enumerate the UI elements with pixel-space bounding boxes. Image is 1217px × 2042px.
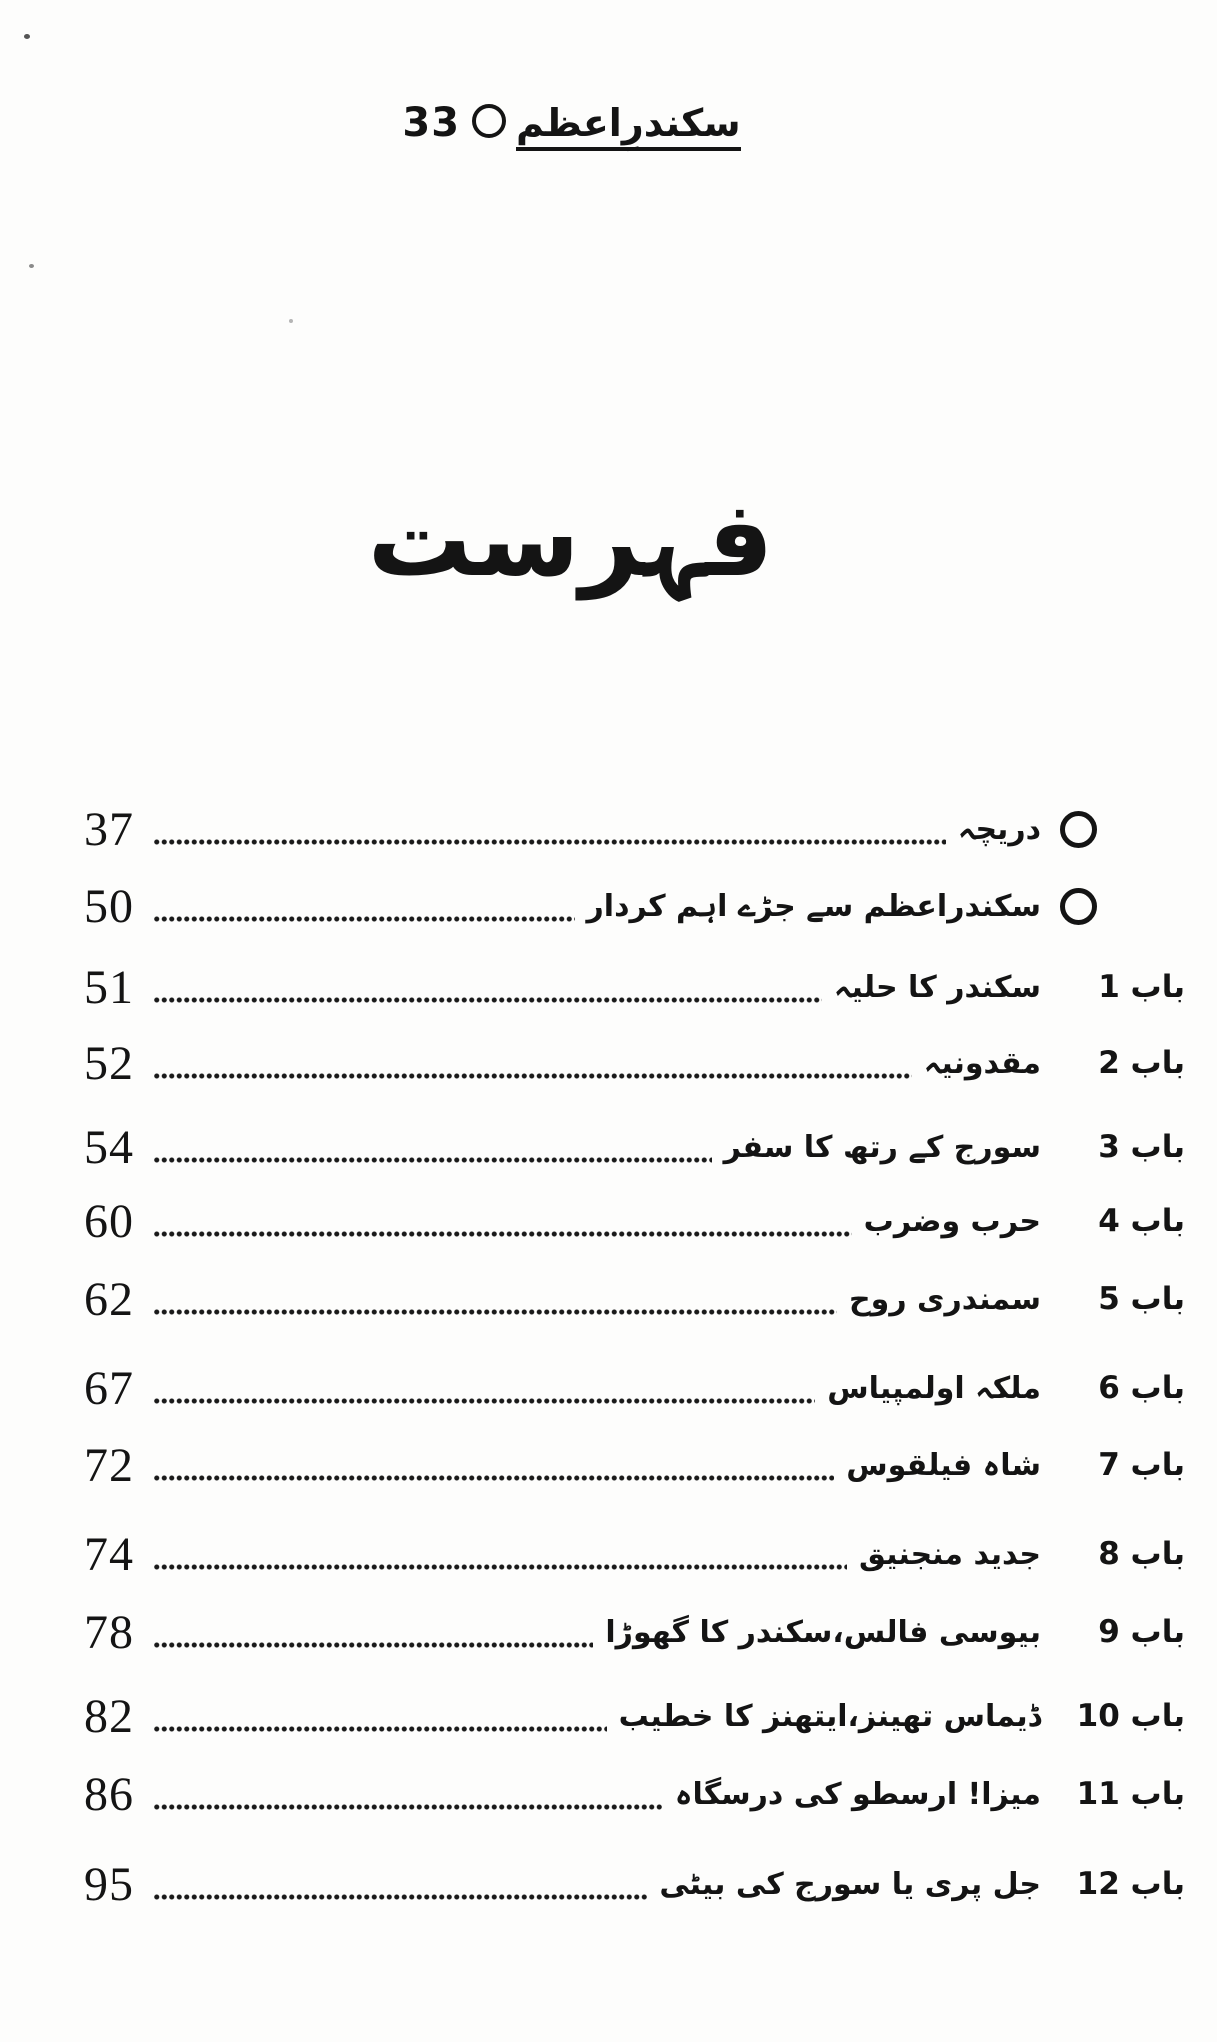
toc-row: [62, 1031, 1185, 1095]
toc-page-number: 52: [84, 1036, 134, 1090]
dotted-leader: [152, 874, 575, 938]
toc-page-number: 60: [84, 1194, 134, 1248]
toc-chapter-cell: [1047, 1370, 1185, 1406]
toc-page-number: 95: [84, 1857, 134, 1911]
book-title: سکندرِاعظم: [516, 102, 741, 151]
toc-page-number: 74: [84, 1527, 134, 1581]
dotted-leader: [152, 955, 822, 1019]
toc-chapter-cell: [1047, 1281, 1185, 1317]
toc-row: [62, 1356, 1185, 1420]
toc-entry-title: بیوسی فالس،سکندر کا گھوڑا: [605, 1614, 1041, 1650]
toc-entry-title: میزا! ارسطو کی درسگاہ: [674, 1776, 1041, 1812]
toc-row: [62, 1433, 1185, 1497]
toc-entry-title: مقدونیہ: [923, 1045, 1041, 1081]
toc-chapter-label: باب 5: [1098, 1281, 1185, 1317]
toc-chapter-cell: [1047, 1129, 1185, 1165]
toc-entry-title: شاہ فیلقوس: [846, 1447, 1041, 1483]
dotted-leader: [152, 1600, 593, 1664]
toc-page-number: 54: [84, 1120, 134, 1174]
toc-chapter-cell: [1047, 1203, 1185, 1239]
toc-page-number: 86: [84, 1767, 134, 1821]
toc-row: [62, 1762, 1185, 1826]
chapter-circle-marker-icon: [1060, 888, 1097, 925]
toc-chapter-cell: [1047, 1866, 1185, 1902]
toc-row: [62, 1600, 1185, 1664]
toc-entry-title: سکندراعظم سے جڑے اہم کردار: [586, 888, 1041, 924]
toc-page-number: 51: [84, 960, 134, 1014]
toc-chapter-cell: [1047, 888, 1185, 925]
toc-chapter-label: باب 10: [1076, 1698, 1185, 1734]
page-number: 33: [402, 100, 461, 146]
dotted-leader: [152, 797, 946, 861]
toc-chapter-label: باب 8: [1098, 1536, 1185, 1572]
toc-page-number: 37: [84, 802, 134, 856]
toc-row: [62, 797, 1185, 861]
toc-row: [62, 1684, 1185, 1748]
toc-chapter-label: باب 9: [1098, 1614, 1185, 1650]
toc-entry-title: جل پری یا سورج کی بیٹی: [659, 1866, 1041, 1902]
scan-speck: [29, 264, 34, 268]
toc-row: [62, 874, 1185, 938]
toc-chapter-cell: [1047, 811, 1185, 848]
dotted-leader: [152, 1267, 837, 1331]
toc-chapter-label: باب 12: [1076, 1866, 1185, 1902]
running-header: [0, 100, 1143, 151]
toc-page-number: 82: [84, 1689, 134, 1743]
toc-row: [62, 1267, 1185, 1331]
toc-page-number: 78: [84, 1605, 134, 1659]
circle-separator-icon: [472, 104, 506, 138]
toc-chapter-cell: [1047, 1447, 1185, 1483]
toc-row: [62, 1522, 1185, 1586]
toc-chapter-cell: [1047, 1045, 1185, 1081]
dotted-leader: [152, 1356, 815, 1420]
section-title-fehrist: فہرست: [367, 478, 774, 600]
toc-chapter-label: باب 6: [1098, 1370, 1185, 1406]
toc-entry-title: ڈیماس تھینز،ایتھنز کا خطیب: [618, 1698, 1041, 1734]
toc-row: [62, 1852, 1185, 1916]
toc-chapter-label: باب 11: [1076, 1776, 1185, 1812]
dotted-leader: [152, 1031, 912, 1095]
toc-entry-title: سورج کے رتھ کا سفر: [723, 1129, 1041, 1165]
dotted-leader: [152, 1852, 647, 1916]
scan-speck: [24, 34, 30, 39]
toc-chapter-label: باب 7: [1098, 1447, 1185, 1483]
toc-chapter-cell: [1047, 1776, 1185, 1812]
toc-chapter-cell: [1047, 969, 1185, 1005]
toc-entry-title: سمندری روح: [849, 1281, 1041, 1317]
dotted-leader: [152, 1684, 607, 1748]
toc-page-number: 50: [84, 879, 134, 933]
toc-entry-title: سکندر کا حلیہ: [833, 969, 1041, 1005]
dotted-leader: [152, 1433, 834, 1497]
toc-chapter-label: باب 2: [1098, 1045, 1185, 1081]
toc-entry-title: دریچہ: [957, 811, 1041, 847]
toc-chapter-cell: [1047, 1614, 1185, 1650]
dotted-leader: [152, 1762, 663, 1826]
dotted-leader: [152, 1522, 847, 1586]
chapter-circle-marker-icon: [1060, 811, 1097, 848]
toc-page-number: 67: [84, 1361, 134, 1415]
toc-chapter-cell: [1047, 1698, 1185, 1734]
toc-chapter-label: باب 4: [1098, 1203, 1185, 1239]
toc-chapter-label: باب 1: [1098, 969, 1185, 1005]
toc-entry-title: جدید منجنیق: [859, 1536, 1041, 1572]
toc-chapter-label: باب 3: [1098, 1129, 1185, 1165]
toc-page-number: 72: [84, 1438, 134, 1492]
toc-row: [62, 1189, 1185, 1253]
toc-chapter-cell: [1047, 1536, 1185, 1572]
toc-entry-title: ملکہ اولمپیاس: [827, 1370, 1041, 1406]
toc-row: [62, 955, 1185, 1019]
toc-row: [62, 1115, 1185, 1179]
dotted-leader: [152, 1115, 712, 1179]
toc-entry-title: حرب وضرب: [863, 1203, 1041, 1239]
dotted-leader: [152, 1189, 852, 1253]
scan-speck: [289, 319, 293, 323]
toc-page-number: 62: [84, 1272, 134, 1326]
